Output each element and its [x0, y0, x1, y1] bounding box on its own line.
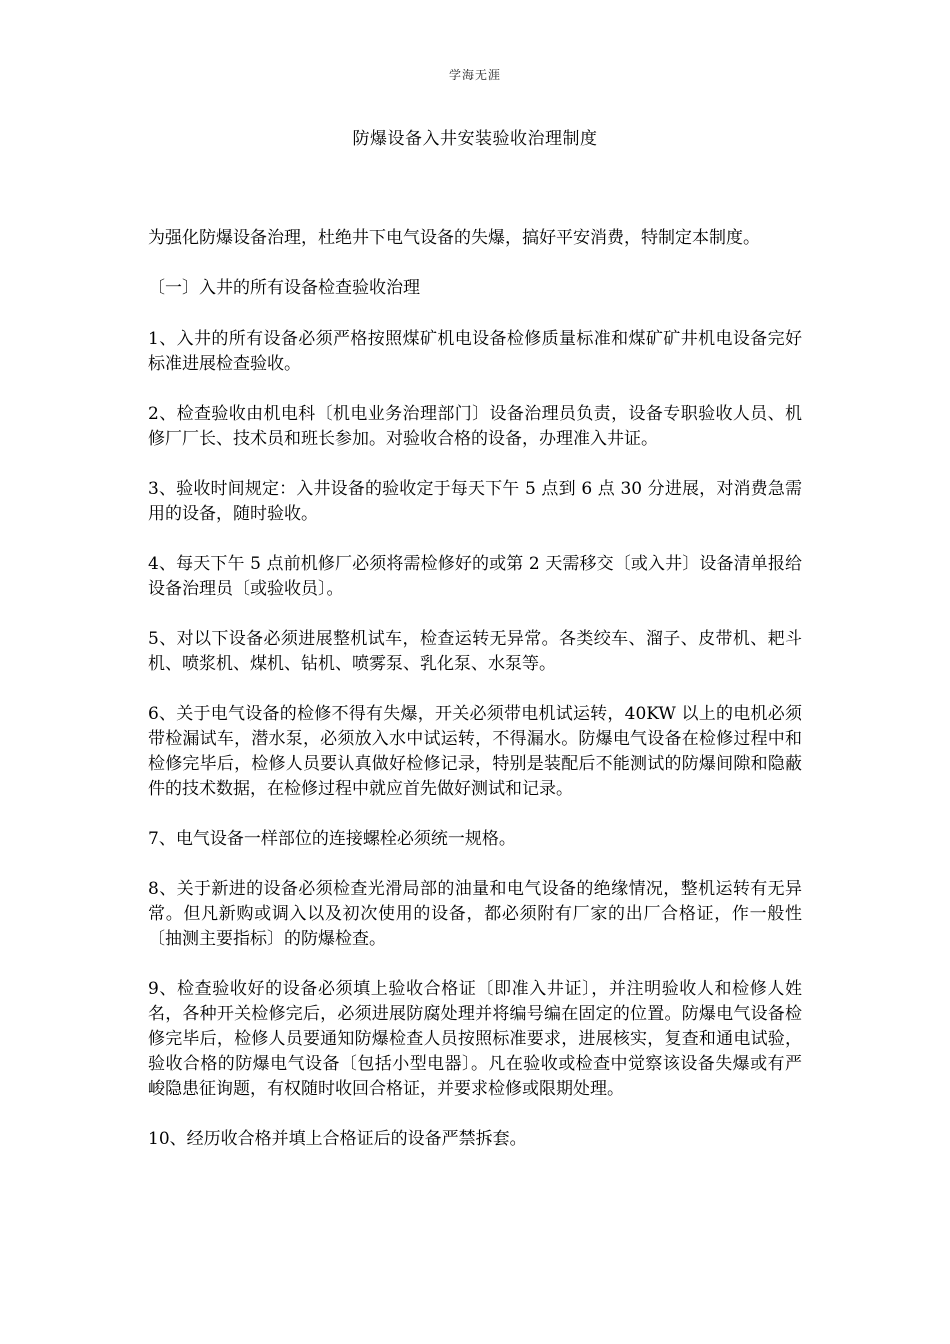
- section-heading: 〔一〕入井的所有设备检查验收治理: [148, 278, 420, 298]
- list-item: 3、验收时间规定：入井设备的验收定于每天下午 5 点到 6 点 30 分进展，对消费急需用的设备，随时验收。: [148, 479, 802, 524]
- document-title: 防爆设备入井安装验收治理制度: [352, 129, 598, 149]
- list-item: 4、每天下午 5 点前机修厂必须将需检修好的或第 2 天需移交〔或入井〕设备清单报给设备治理员〔或验收员〕。: [148, 554, 802, 599]
- list-item: 10、经历收合格并填上合格证后的设备严禁拆套。: [148, 1129, 527, 1149]
- document-body: [148, 226, 802, 1177]
- list-item: 6、关于电气设备的检修不得有失爆，开关必须带电机试运转，40KW 以上的电机必须带检漏试车，潜水泵，必须放入水中试运转，不得漏水。防爆电气设备在检修过程中和检修完毕后，检修人员要认真做好检修记录，特别是装配后不能测试的防爆间隙和隐蔽件的技术数据，在检修过程中就应首先做好测试和记录。: [148, 704, 802, 799]
- list-item: 1、入井的所有设备必须严格按照煤矿机电设备检修质量标准和煤矿矿井机电设备完好标准进展检查验收。: [148, 329, 802, 374]
- page-header: 学海无涯: [448, 68, 501, 82]
- intro-paragraph: 为强化防爆设备治理，杜绝井下电气设备的失爆，搞好平安消费，特制定本制度。: [148, 228, 760, 248]
- list-item: 7、电气设备一样部位的连接螺栓必须统一规格。: [148, 829, 516, 849]
- list-item: 2、检查验收由机电科〔机电业务治理部门〕设备治理员负责，设备专职验收人员、机修厂厂长、技术员和班长参加。对验收合格的设备，办理准入井证。: [148, 404, 802, 449]
- list-item: 5、对以下设备必须进展整机试车，检查运转无异常。各类绞车、溜子、皮带机、耙斗机、喷浆机、煤机、钻机、喷雾泵、乳化泵、水泵等。: [148, 629, 802, 674]
- list-item: 8、关于新进的设备必须检查光滑局部的油量和电气设备的绝缘情况，整机运转有无异常。但凡新购或调入以及初次使用的设备，都必须附有厂家的出厂合格证，作一般性〔抽测主要指标〕的防爆检查。: [148, 879, 802, 949]
- list-item: 9、检查验收好的设备必须填上验收合格证〔即准入井证〕，并注明验收人和检修人姓名，各种开关检修完后，必须进展防腐处理并将编号编在固定的位置。防爆电气设备检修完毕后，检修人员要通知防爆检查人员按照标准要求，进展核实，复查和通电试验，验收合格的防爆电气设备〔包括小型电器〕。凡在验收或检查中觉察该设备失爆或有严峻隐患征询题，有权随时收回合格证，并要求检修或限期处理。: [148, 979, 802, 1099]
